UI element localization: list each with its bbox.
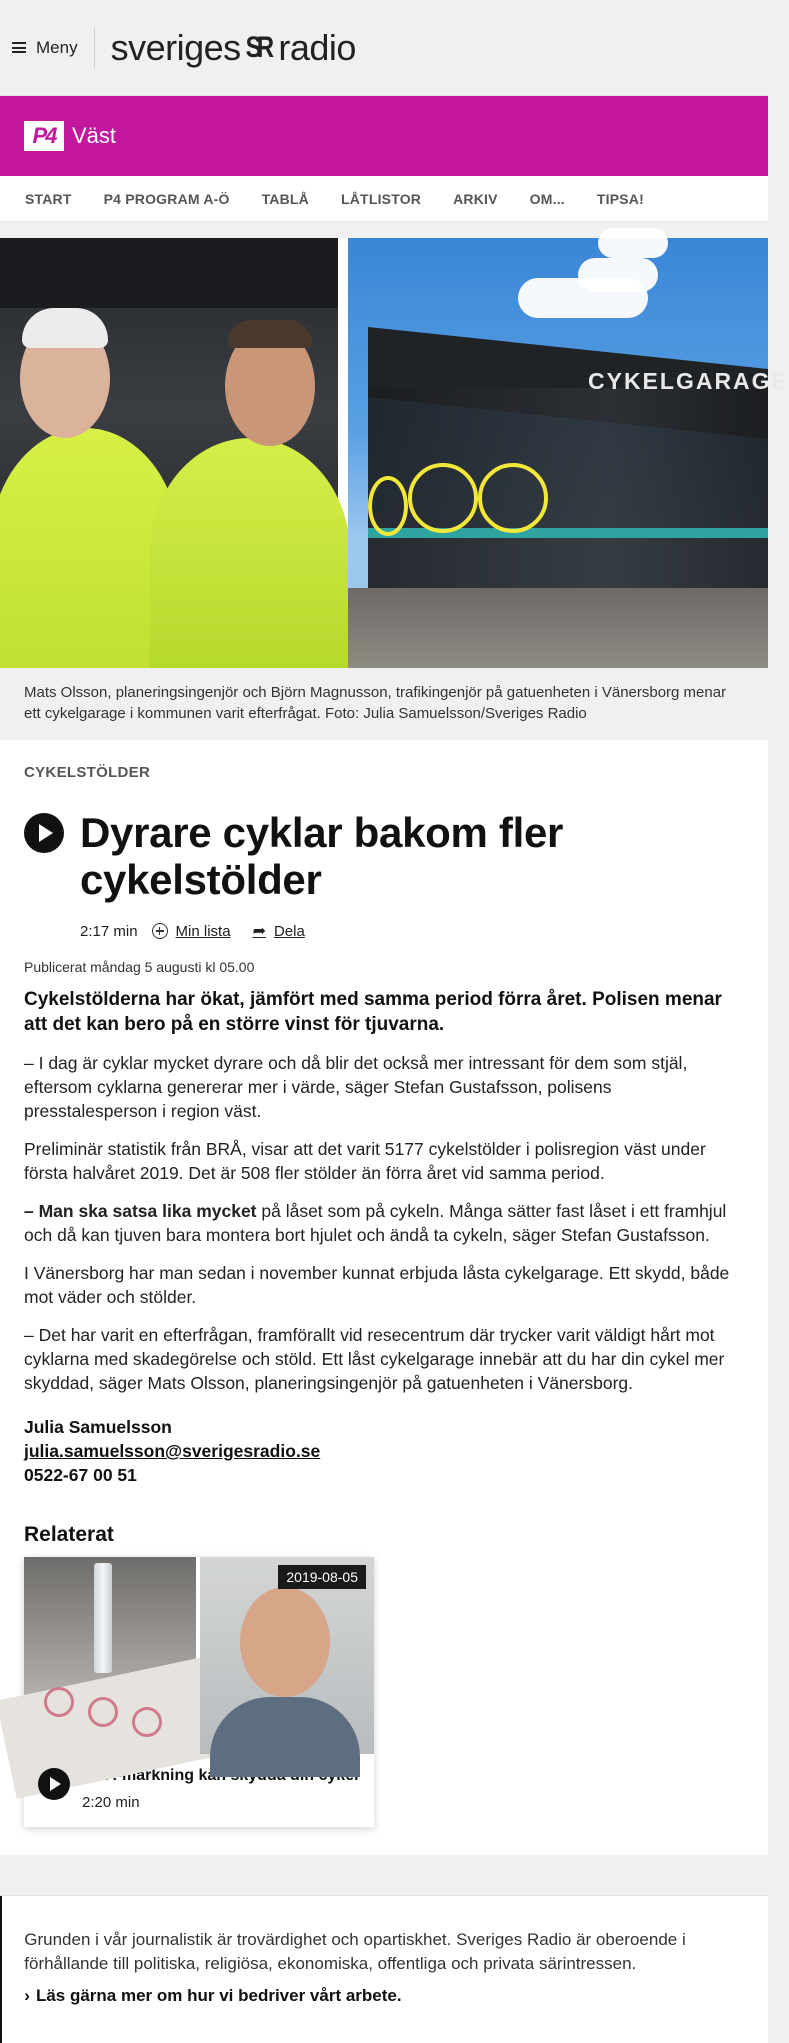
plus-circle-icon (152, 923, 168, 939)
paragraph-3 (24, 1199, 744, 1247)
paragraph-2: Preliminär statistik från BRÅ, visar att det varit 5177 cykelstölder i polisregion väst under första halvåret 2019. Det är 508 fler stölder än förra året vid samma period. (24, 1139, 706, 1183)
menu-button[interactable] (12, 28, 95, 68)
related-section (24, 1523, 744, 1827)
paragraph-5: – Det har varit en efterfrågan, framförallt vid resecentrum där trycker varit väldigt hårt mot cyklarna med skadegörelse och stöld. Ett låst cykelgarage innebär att du har din cykel mer skyddad, säger Mats Olsson, planeringsingenjör på gatuenheten i Vänersborg. (24, 1325, 725, 1393)
footer-link-label: Läs gärna mer om hur vi bedriver vårt arbete. (35, 1986, 402, 2005)
my-list-button[interactable] (152, 923, 231, 940)
menu-label: Meny (36, 37, 78, 57)
paragraph-3-bold: – Man ska satsa lika mycket (24, 1201, 257, 1221)
nav-arkiv[interactable]: ARKIV (453, 190, 498, 207)
article-category[interactable]: CYKELSTÖLDER (24, 764, 151, 781)
related-card-duration: 2:20 min (82, 1794, 140, 1811)
related-card-date: 2019-08-05 (278, 1565, 366, 1589)
hero-images (0, 238, 789, 668)
published-date: Publicerat måndag 5 augusti kl 05.00 (24, 959, 255, 975)
top-header (0, 0, 768, 96)
channel-nav (0, 176, 768, 222)
article-lead: Cykelstölderna har ökat, jämfört med samma period förra året. Polisen menar att det kan bero på en större vinst för tjuvarna. (24, 989, 722, 1035)
article-title: Dyrare cyklar bakom fler cykelstölder (80, 809, 564, 903)
footer-trust (0, 1895, 768, 2043)
related-card-title[interactable]: DNA-märkning (82, 1767, 195, 1784)
man-portrait-image (200, 1557, 374, 1754)
article-body (24, 1051, 744, 1395)
author-name: Julia Samuelsson (24, 1417, 172, 1437)
my-list-label: Min lista (175, 922, 231, 940)
nav-latlistor[interactable]: LÅTLISTOR (341, 190, 422, 207)
garage-sign: CYKELGARAGE (588, 368, 789, 394)
footer-text: Grunden i vår journalistik är trovärdighet och opartiskhet. Sveriges Radio är oberoende i förhållande till politiska, religiösa, ekonomiska, offentliga och privata särintressen. (24, 1930, 686, 1973)
author-phone: 0522-67 00 51 (24, 1465, 137, 1485)
related-play-button[interactable] (38, 1768, 70, 1800)
nav-tipsa[interactable]: TIPSA! (596, 190, 644, 207)
paragraph-4: I Vänersborg har man sedan i november kunnat erbjuda låsta cykelgarage. Ett skydd, både mot väder och stölder. (24, 1263, 730, 1307)
photo-two-men (0, 238, 338, 668)
author-email-link[interactable]: julia.samuelsson@sverigesradio.se (24, 1441, 321, 1461)
audio-duration: 2:17 min (80, 922, 138, 940)
related-heading: Relaterat (24, 1523, 114, 1546)
footer-link[interactable] (24, 1986, 746, 2006)
audio-meta (80, 921, 744, 941)
related-card-images (24, 1557, 374, 1754)
share-arrow-icon: ➦ (252, 923, 266, 940)
author-block (24, 1415, 744, 1487)
logo-text-right: radio (278, 26, 356, 68)
play-button[interactable] (24, 813, 64, 853)
channel-name[interactable]: Väst (72, 123, 117, 148)
chevron-right-icon: › (24, 1986, 30, 2005)
hamburger-icon (12, 42, 26, 53)
nav-start[interactable]: START (25, 190, 72, 207)
channel-banner (0, 96, 768, 176)
p4-logo[interactable]: P4 (24, 121, 64, 151)
article (0, 740, 768, 1855)
sveriges-radio-logo[interactable] (111, 27, 356, 69)
logo-text-left: sveriges (110, 26, 241, 68)
paragraph-1: – I dag är cyklar mycket dyrare och då blir det också mer intressant för dem som stjäl, eftersom cyklarna genererar mer i värde, säger Stefan Gustafsson, polisens presstalesperson i region väst. (24, 1053, 688, 1121)
image-caption: Mats Olsson, planeringsingenjör och Björn Magnusson, trafikingenjör på gatuenheten i Vänersborg menar ett cykelgarage i kommunen varit efterfrågat. Foto: Julia Samuelsson/Sveriges Radio (0, 668, 768, 740)
logo-sr-mark: SR (245, 30, 269, 64)
title-block (24, 809, 744, 903)
related-card[interactable] (24, 1557, 374, 1827)
nav-tabla[interactable]: TABLÅ (261, 190, 309, 207)
dna-marking-image (24, 1557, 196, 1754)
nav-p4-program[interactable]: P4 PROGRAM A-Ö (103, 190, 230, 207)
paragraph-3-rest: på låset som på cykeln. Många sätter fast låset i ett framhjul och då kan tjuven bara montera bort hjulet och ändå ta cykeln, säger Stefan Gustafsson. (24, 1201, 727, 1245)
share-button[interactable] (253, 921, 305, 941)
photo-bike-garage (348, 238, 789, 668)
share-label: Dela (273, 922, 305, 940)
nav-om[interactable]: OM... (529, 190, 565, 207)
